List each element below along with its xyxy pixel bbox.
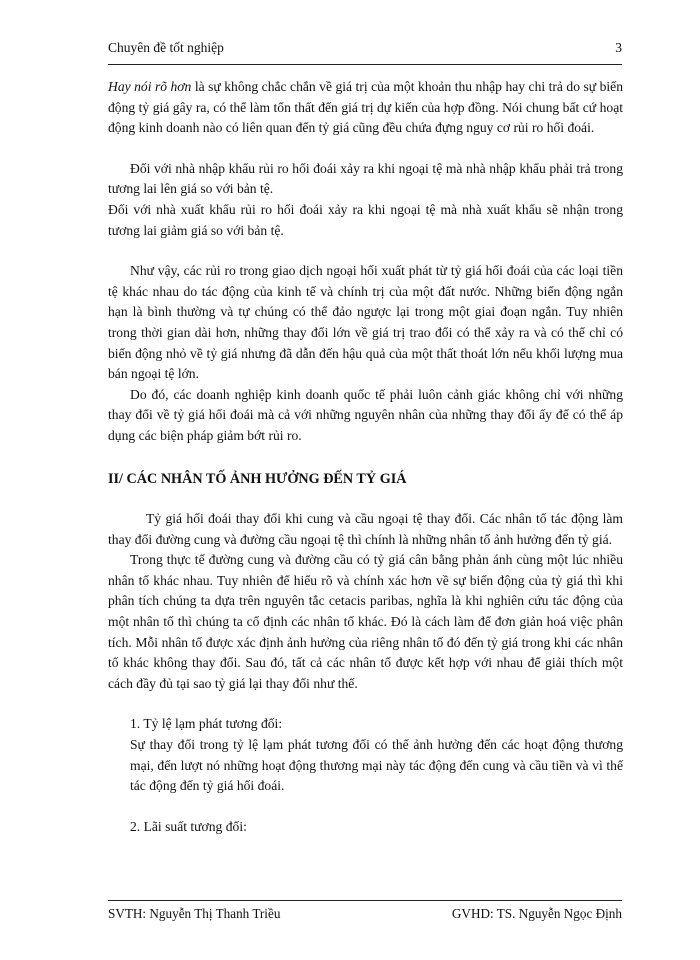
footer-divider bbox=[108, 900, 622, 901]
list-item bbox=[108, 714, 623, 796]
list-item bbox=[108, 817, 623, 838]
page-body bbox=[108, 77, 623, 837]
page-number: 3 bbox=[615, 40, 622, 55]
header-divider bbox=[108, 64, 622, 65]
footer-supervisor: GVHD: TS. Nguyễn Ngọc Định bbox=[451, 906, 622, 921]
list-item-heading: 2. Lãi suất tương đối: bbox=[130, 818, 247, 834]
document-title: Chuyên đề tốt nghiệp bbox=[108, 40, 224, 55]
intro-emphasis: Hay nói rõ hơn bbox=[108, 79, 192, 94]
paragraph-supply-demand: Tỷ giá hối đoái thay đổi khi cung và cầu ngoại tệ thay đổi. Các nhân tố tác động làm thay đổi đường cung và đường cầu ngoại tệ thì chính là những nhân tố ảnh hưởng đến tỷ giá. bbox=[108, 511, 623, 547]
section-heading: II/ CÁC NHÂN TỐ ẢNH HƯỞNG ĐẾN TỶ GIÁ bbox=[108, 470, 407, 487]
footer-student: SVTH: Nguyễn Thị Thanh Triều bbox=[108, 906, 281, 921]
intro-text: là sự không chắc chắn về giá trị của một khoản thu nhập hay chi trả do sự biến động tỷ giá gây ra, có thể làm tổn thất đến giá trị dự kiến của hợp đồng. Nói chung bất cứ hoạt động kinh doanh nào có liên quan đến tỷ giá cũng đều chứa đựng nguy cơ rủi ro hối đoái. bbox=[108, 79, 623, 136]
paragraph-importer: Đối với nhà nhập khẩu rủi ro hối đoái xảy ra khi ngoại tệ mà nhà nhập khẩu phải trả trong tương lai lên giá so với bản tệ. bbox=[108, 160, 623, 197]
paragraph-risk-sources: Như vậy, các rủi ro trong giao dịch ngoại hối xuất phát từ tỷ giá hối đoái của các loại tiền tệ khác nhau do tác động của kinh tế và chính trị của một đất nước. Những biến động ngắn hạn là bình thường và tự chúng có thể đảo ngược lại trong một giai đoạn ngắn. Tuy nhiên trong thời gian dài hơn, những thay đổi lớn về giá trị trao đổi có thể xảy ra và có thể chỉ có biến động nhỏ về tỷ giá nhưng đã dẫn đến hậu quả của một thất thoát lớn nếu khối lượng mua bán ngoại tệ lớn. bbox=[108, 263, 623, 382]
page-header bbox=[108, 40, 622, 62]
paragraph-vigilance: Do đó, các doanh nghiệp kinh doanh quốc tế phải luôn cảnh giác không chỉ với những thay đổi về tỷ giá hối đoái mà cả với những nguyên nhân của những thay đổi ấy để có thể áp dụng các biện pháp giảm bớt rủi ro. bbox=[108, 386, 623, 443]
paragraph-exporter: Đối với nhà xuất khẩu rủi ro hối đoái xảy ra khi ngoại tệ mà nhà xuất khẩu sẽ nhận trong tương lai giảm giá so với bản tệ. bbox=[108, 201, 623, 238]
paragraph-ceteris-paribas: Trong thực tế đường cung và đường cầu có tỷ giá cân bằng phản ánh cùng một lúc nhiều nhân tố khác nhau. Tuy nhiên để hiểu rõ và chính xác hơn về sự biến động của tỷ giá thì khi phân tích chúng ta dựa trên nguyên tắc cetacis paribas, nghĩa là khi nghiên cứu tác động của một nhân tố thì chúng ta cố định các nhân tố khác. Đó là cách làm để đơn giản hoá việc phân tích. Mỗi nhân tố được xác định ảnh hưởng của riêng nhân tố đó đến tỷ giá trong khi các nhân tố khác không thay đổi. Sau đó, tất cả các nhân tố được kết hợp với nhau để giải thích một cách đầy đủ tại sao tỷ giá lại thay đổi như thế. bbox=[108, 552, 623, 691]
paragraph-intro bbox=[108, 77, 623, 139]
list-item-body: Sự thay đổi trong tỷ lệ lạm phát tương đối có thể ảnh hưởng đến các hoạt động thương mại, đến lượt nó những hoạt động thương mại này tác động đến cung và cầu tiền và vì thế tác động đến tỷ giá hối đoái. bbox=[130, 737, 623, 794]
page-footer bbox=[108, 906, 622, 926]
list-item-heading: 1. Tỷ lệ lạm phát tương đối: bbox=[130, 716, 283, 732]
